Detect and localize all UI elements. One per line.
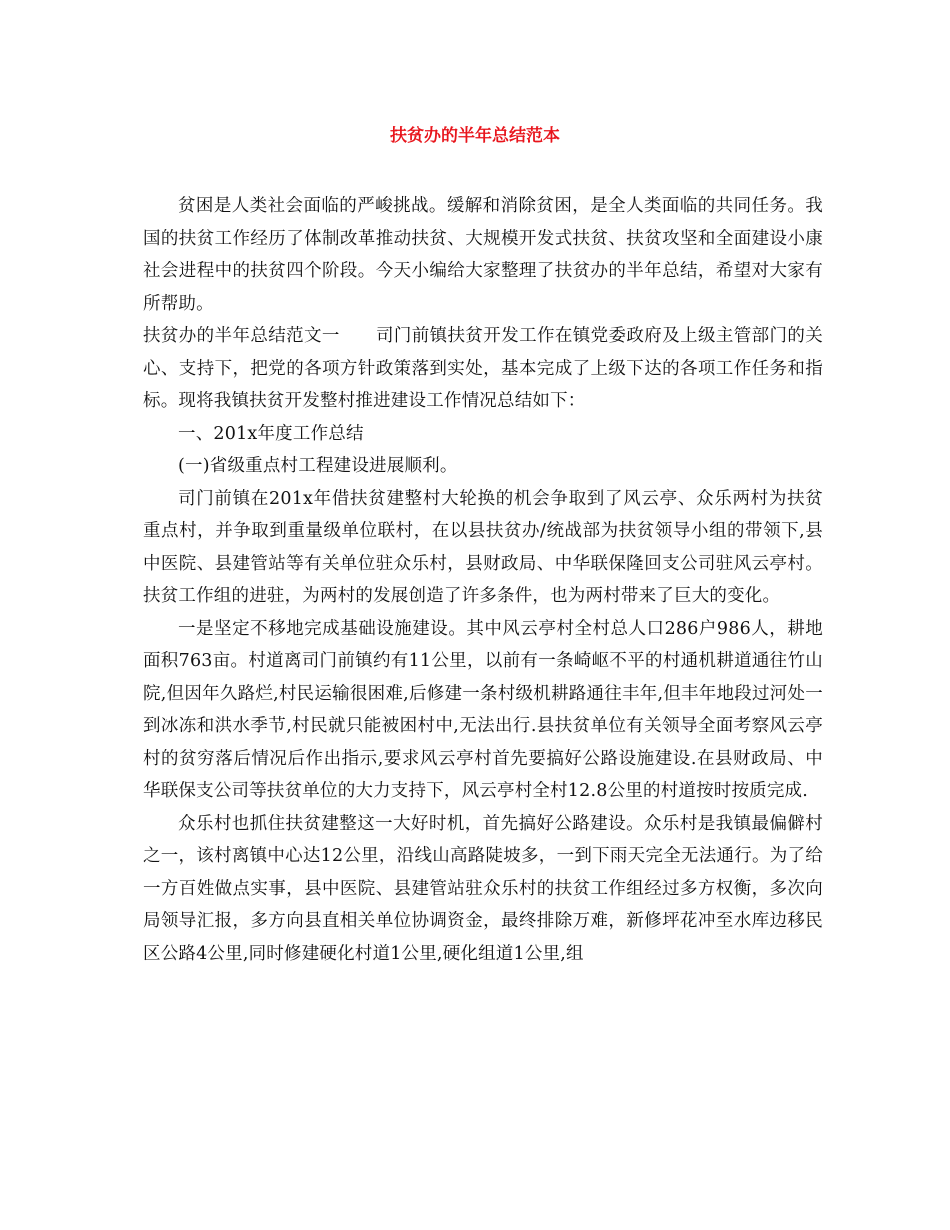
intro-paragraph: 贫困是人类社会面临的严峻挑战。缓解和消除贫困，是全人类面临的共同任务。我国的扶贫工作经历了体制改革推动扶贫、大规模开发式扶贫、扶贫攻坚和全面建设小康社会进程中的扶贫四个阶段。今天小编给大家整理了扶贫办的半年总结，希望对大家有所帮助。 (143, 196, 823, 314)
document-body (143, 190, 823, 970)
section-heading: 一、201x年度工作总结 (178, 423, 364, 444)
document-title: 扶贫办的半年总结范本 (390, 126, 560, 146)
subsection-heading: (一)省级重点村工程建设进展顺利。 (178, 456, 458, 476)
sample-intro: 司门前镇扶贫开发工作在镇党委政府及上级主管部门的关心、支持下，把党的各项方针政策落到实处，基本完成了上级下达的各项工作任务和指标。现将我镇扶贫开发整村推进建设工作情况总结如下： (143, 326, 823, 411)
body-paragraph-3: 众乐村也抓住扶贫建整这一大好时机，首先搞好公路建设。众乐村是我镇最偏僻村之一，该村离镇中心达12公里，沿线山高路陡坡多，一到下雨天完全无法通行。为了给一方百姓做点实事，县中医院、县建管站驻众乐村的扶贫工作组经过多方权衡，多次向局领导汇报，多方向县直相关单位协调资金，最终排除万难，新修坪花冲至水库边移民区公路4公里,同时修建硬化村道1公里,硬化组道1公里,组 (143, 813, 823, 964)
body-paragraph-1: 司门前镇在201x年借扶贫建整村大轮换的机会争取到了风云亭、众乐两村为扶贫重点村，并争取到重量级单位联村，在以县扶贫办/统战部为扶贫领导小组的带领下,县中医院、县建管站等有关单位驻众乐村，县财政局、中华联保隆回支公司驻风云亭村。扶贫工作组的进驻，为两村的发展创造了许多条件，也为两村带来了巨大的变化。 (143, 488, 823, 606)
sample-heading: 扶贫办的半年总结范文一 (143, 326, 340, 346)
sample-paragraph (143, 320, 823, 418)
body-paragraph-2: 一是坚定不移地完成基础设施建设。其中风云亭村全村总人口286户986人，耕地面积763亩。村道离司门前镇约有11公里，以前有一条崎岖不平的村通机耕道通往竹山院,但因年久路烂,村民运输很困难,后修建一条村级机耕路通往丰年,但丰年地段过河处一到冰冻和洪水季节,村民就只能被困村中,无法出行.县扶贫单位有关领导全面考察风云亭村的贫穷落后情况后作出指示,要求风云亭村首先要搞好公路设施建设.在县财政局、中华联保支公司等扶贫单位的大力支持下，风云亭村全村12.8公里的村道按时按质完成. (143, 618, 823, 801)
